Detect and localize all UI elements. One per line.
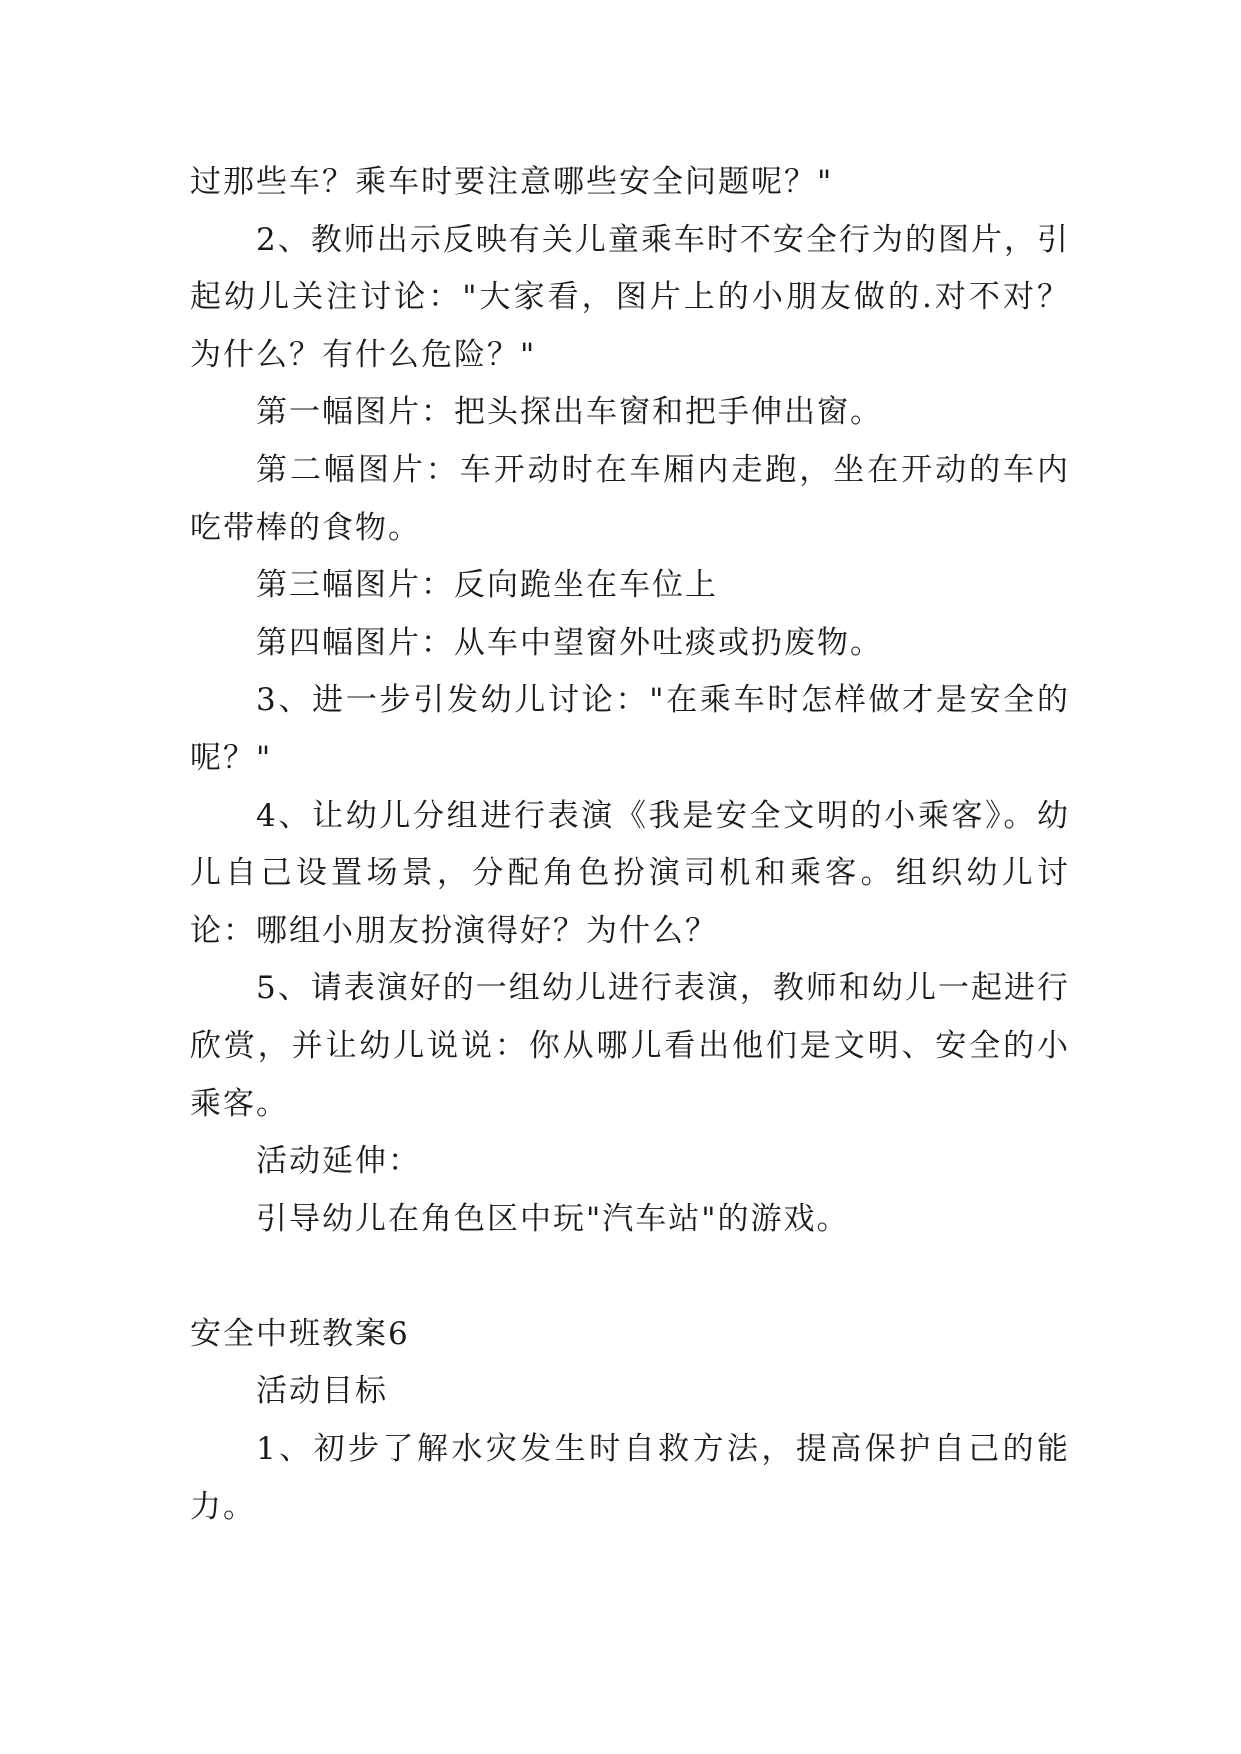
paragraph-picture-1: 第一幅图片：把头探出车窗和把手伸出窗。 — [256, 394, 883, 431]
paragraph-step-4: 4、让幼儿分组进行表演《我是安全文明的小乘客》。幼儿自己设置场景，分配角色扮演司机和乘客。组织幼儿讨论：哪组小朋友扮演得好？为什么？ — [190, 797, 1070, 949]
paragraph-picture-4: 第四幅图片：从车中望窗外吐痰或扔废物。 — [256, 624, 883, 661]
paragraph-picture-2: 第二幅图片：车开动时在车厢内走跑，坐在开动的车内吃带棒的食物。 — [190, 451, 1070, 546]
paragraph-objectives-heading: 活动目标 — [256, 1373, 388, 1410]
section-title: 安全中班教案6 — [190, 1315, 410, 1352]
paragraph-step-2: 2、教师出示反映有关儿童乘车时不安全行为的图片，引起幼儿关注讨论："大家看，图片上的小朋友做的.对不对？为什么？有什么危险？" — [190, 221, 1070, 373]
paragraph-extension-heading: 活动延伸： — [256, 1143, 421, 1180]
paragraph-extension: 引导幼儿在角色区中玩"汽车站"的游戏。 — [256, 1200, 850, 1237]
paragraph-step-5: 5、请表演好的一组幼儿进行表演，教师和幼儿一起进行欣赏，并让幼儿说说：你从哪儿看出他们是文明、安全的小乘客。 — [190, 970, 1070, 1122]
paragraph-picture-3: 第三幅图片：反向跪坐在车位上 — [256, 567, 718, 604]
paragraph-step-3: 3、进一步引发幼儿讨论："在乘车时怎样做才是安全的呢？" — [190, 682, 1070, 776]
paragraph-continuation: 过那些车？乘车时要注意哪些安全问题呢？" — [190, 164, 834, 200]
document-body — [190, 154, 1070, 1536]
paragraph-objective-1: 1、初步了解水灾发生时自救方法，提高保护自己的能力。 — [190, 1431, 1070, 1525]
section-spacer — [190, 1248, 1070, 1306]
